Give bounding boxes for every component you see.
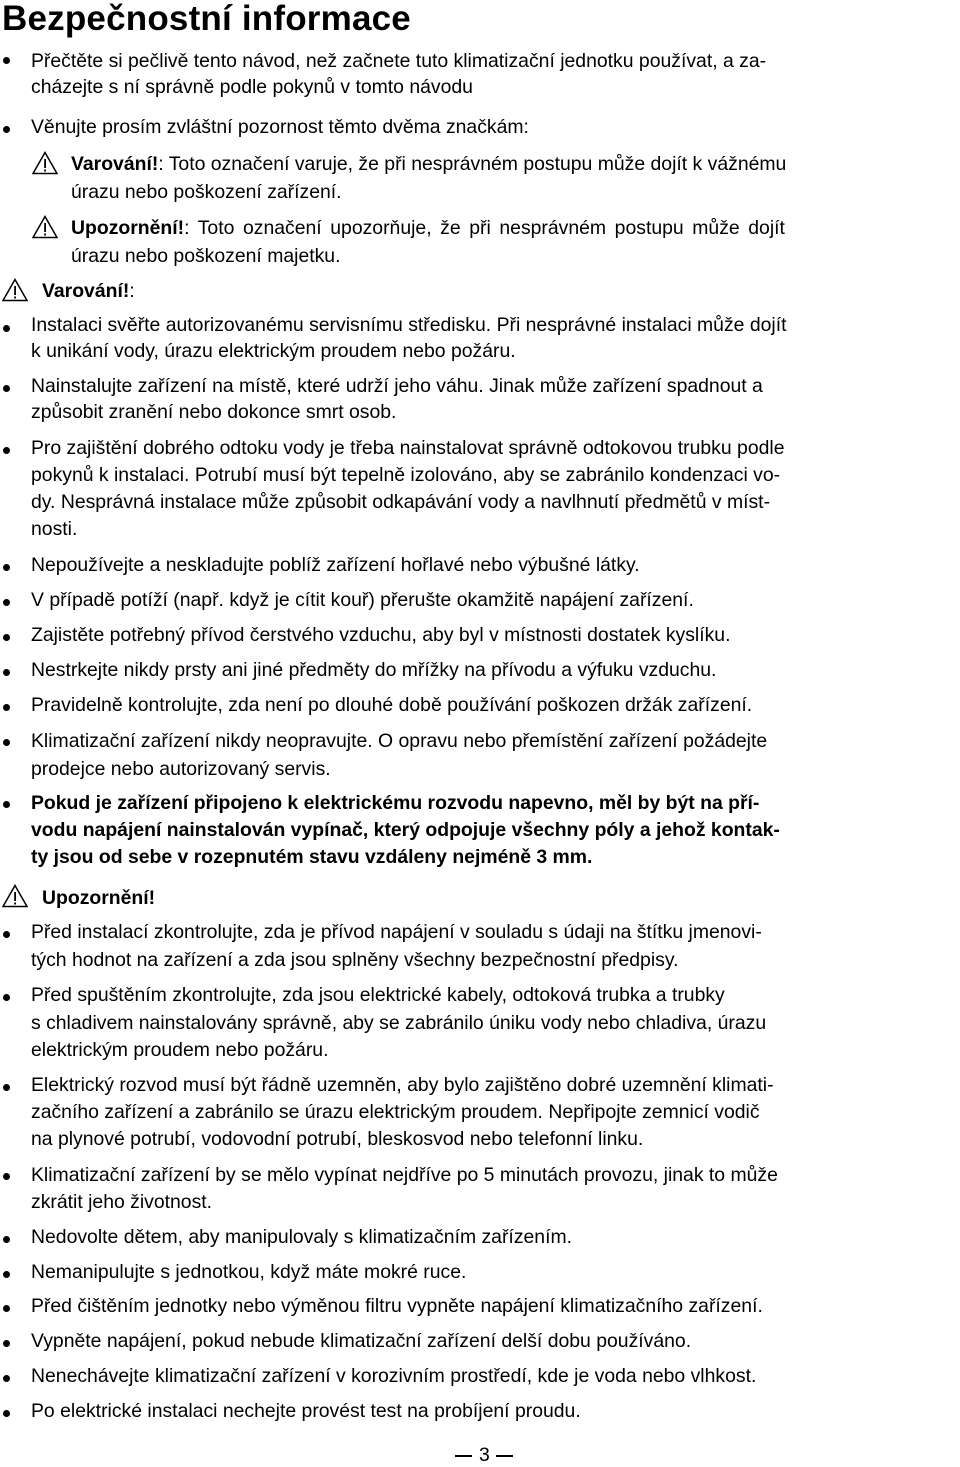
intro-warning-continuation: úrazu nebo poškození zařízení. — [71, 181, 342, 203]
warning-heading-suffix: : — [129, 280, 135, 302]
bullet-dot-icon — [3, 385, 10, 392]
caution-item-9-line-1: Nenechávejte klimatizační zařízení v korozivním prostředí, kde je voda nebo vlhkost. — [31, 1365, 757, 1387]
warning-item-10-line-2: vodu napájení nainstalován vypínač, který odpojuje všechny póly a jehož kontak- — [31, 819, 780, 841]
caution-item-2-line-3: elektrickým proudem nebo požáru. — [31, 1039, 329, 1061]
warning-item-5-line-1: V případě potíží (např. když je cítit kouř) přerušte okamžitě napájení zařízení. — [31, 589, 694, 611]
bullet-dot-icon — [3, 126, 10, 133]
bullet-dot-icon — [3, 599, 10, 606]
caution-item-1-line-1: Před instalací zkontrolujte, zda je přívod napájení v souladu s údaji na štítku jmenovi- — [31, 921, 762, 943]
bullet-dot-icon — [3, 739, 10, 746]
bullet-dot-icon — [3, 325, 10, 332]
intro-bullet-2-line-1: Věnujte prosím zvláštní pozornost těmto dvěma značkám: — [31, 116, 529, 138]
warning-item-9-line-2: prodejce nebo autorizovaný servis. — [31, 758, 331, 780]
warning-item-2-line-2: způsobit zranění nebo dokonce smrt osob. — [31, 401, 397, 423]
warning-item-3-line-3: dy. Nesprávná instalace může způsobit odkapávání vody a navlhnutí předmětů v míst- — [31, 491, 771, 513]
intro-warning-text: : Toto označení varuje, že při nesprávném postupu může dojít k vážnému — [158, 153, 787, 175]
bullet-dot-icon — [3, 669, 10, 676]
caution-item-1-line-2: tých hodnot na zařízení a zda jsou splněny všechny bezpečnostní předpisy. — [31, 949, 679, 971]
warning-item-10-line-3: ty jsou od sebe v rozepnutém stavu vzdáleny nejméně 3 mm. — [31, 846, 593, 868]
warning-item-7-line-1: Nestrkejte nikdy prsty ani jiné předměty do mřížky na přívodu a výfuku vzduchu. — [31, 659, 717, 681]
intro-bullet-1-line-2: cházejte s ní správně podle pokynů v tomto návodu — [31, 76, 473, 98]
warning-heading-label: Varování! — [42, 280, 130, 302]
bullet-dot-icon — [3, 931, 10, 938]
warning-item-3-line-1: Pro zajištění dobrého odtoku vody je třeba nainstalovat správně odtokovou trubku podle — [31, 437, 785, 459]
caution-item-4-line-2: zkrátit jeho životnost. — [31, 1191, 213, 1213]
intro-caution-line — [71, 216, 785, 241]
caution-item-10-line-1: Po elektrické instalaci nechejte provést test na probíjení proudu. — [31, 1400, 581, 1422]
warning-item-9-line-1: Klimatizační zařízení nikdy neopravujte. O opravu nebo přemístění zařízení požádejte — [31, 730, 768, 752]
intro-warning-label: Varování! — [71, 153, 159, 175]
warning-item-8-line-1: Pravidelně kontrolujte, zda není po dlouhé době používání poškozen držák zařízení. — [31, 694, 753, 716]
caution-heading — [42, 886, 155, 911]
warning-triangle-icon — [32, 215, 58, 239]
warning-item-10-line-1: Pokud je zařízení připojeno k elektrickému rozvodu napevno, měl by být na pří- — [31, 792, 760, 814]
warning-item-3-line-4: nosti. — [31, 518, 78, 540]
bullet-dot-icon — [3, 634, 10, 641]
warning-triangle-icon — [2, 884, 28, 908]
intro-caution-label: Upozornění! — [71, 217, 185, 239]
caution-item-3-line-1: Elektrický rozvod musí být řádně uzemněn, aby bylo zajištěno dobré uzemnění klimati- — [31, 1074, 774, 1096]
bullet-dot-icon — [3, 801, 10, 808]
page-number-value: 3 — [479, 1444, 490, 1466]
page-number-dash-right — [496, 1455, 513, 1457]
caution-item-3-line-3: na plynové potrubí, vodovodní potrubí, bleskosvod nebo telefonní linku. — [31, 1128, 644, 1150]
intro-caution-text: : Toto označení upozorňuje, že při nesprávném postupu může dojít — [184, 217, 785, 239]
bullet-dot-icon — [3, 1084, 10, 1091]
warning-item-3-line-2: pokynů k instalaci. Potrubí musí být tepelně izolováno, aby se zabránilo kondenzaci vo- — [31, 464, 781, 486]
warning-item-1-line-2: k unikání vody, úrazu elektrickým proudem nebo požáru. — [31, 340, 516, 362]
warning-item-6-line-1: Zajistěte potřebný přívod čerstvého vzduchu, aby byl v místnosti dostatek kyslíku. — [31, 624, 731, 646]
warning-heading — [42, 279, 135, 304]
intro-caution-continuation: úrazu nebo poškození majetku. — [71, 245, 341, 267]
caution-item-7-line-1: Před čištěním jednotky nebo výměnou filtru vypněte napájení klimatizačního zařízení. — [31, 1295, 763, 1317]
bullet-dot-icon — [3, 704, 10, 711]
warning-item-4-line-1: Nepoužívejte a neskladujte poblíž zařízení hořlavé nebo výbušné látky. — [31, 554, 640, 576]
bullet-dot-icon — [3, 1375, 10, 1382]
intro-bullet-1-line-1: Přečtěte si pečlivě tento návod, než začnete tuto klimatizační jednotku používat, a za- — [31, 50, 767, 72]
bullet-dot-icon — [3, 1340, 10, 1347]
warning-triangle-icon — [32, 151, 58, 175]
bullet-dot-icon — [3, 1173, 10, 1180]
bullet-dot-icon — [3, 57, 10, 64]
page-title: Bezpečnostní informace — [2, 0, 411, 38]
bullet-dot-icon — [3, 447, 10, 454]
caution-item-2-line-1: Před spuštěním zkontrolujte, zda jsou elektrické kabely, odtoková trubka a trubky — [31, 984, 725, 1006]
caution-item-8-line-1: Vypněte napájení, pokud nebude klimatizační zařízení delší dobu používáno. — [31, 1330, 692, 1352]
caution-item-6-line-1: Nemanipulujte s jednotkou, když máte mokré ruce. — [31, 1261, 467, 1283]
warning-triangle-icon — [2, 278, 28, 302]
caution-heading-label: Upozornění! — [42, 887, 156, 909]
bullet-dot-icon — [3, 994, 10, 1001]
page-number-dash-left — [455, 1455, 472, 1457]
caution-item-4-line-1: Klimatizační zařízení by se mělo vypínat nejdříve po 5 minutách provozu, jinak to může — [31, 1164, 778, 1186]
page-number — [455, 1443, 517, 1467]
bullet-dot-icon — [3, 564, 10, 571]
caution-item-2-line-2: s chladivem nainstalovány správně, aby se zabránilo úniku vody nebo chladiva, úrazu — [31, 1012, 767, 1034]
warning-item-1-line-1: Instalaci svěřte autorizovanému servisnímu středisku. Při nesprávné instalaci může dojít — [31, 314, 787, 336]
bullet-dot-icon — [3, 1410, 10, 1417]
bullet-dot-icon — [3, 1305, 10, 1312]
intro-warning-line — [71, 152, 786, 177]
bullet-dot-icon — [3, 1236, 10, 1243]
caution-item-3-line-2: začního zařízení a zabránilo se úrazu elektrickým proudem. Nepřipojte zemnicí vodič — [31, 1101, 760, 1123]
warning-item-2-line-1: Nainstalujte zařízení na místě, které udrží jeho váhu. Jinak může zařízení spadnout a — [31, 375, 763, 397]
bullet-dot-icon — [3, 1271, 10, 1278]
caution-item-5-line-1: Nedovolte dětem, aby manipulovaly s klimatizačním zařízením. — [31, 1226, 573, 1248]
